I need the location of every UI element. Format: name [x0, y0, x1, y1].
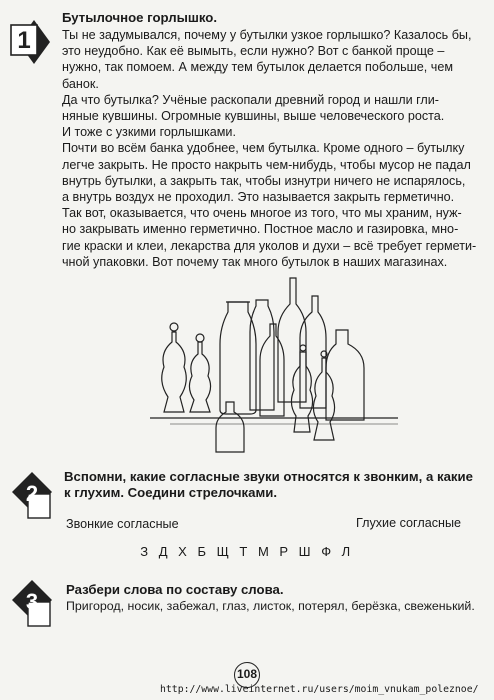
text-line: Ты не задумывался, почему у бутылки узкое горлышко? Казалось бы,: [62, 28, 472, 42]
page-number: 108: [234, 662, 260, 688]
text-line: чной упаковки. Вот почему так много бутылок в наших магазинах.: [62, 254, 448, 269]
task-1-number: 1: [17, 27, 31, 54]
source-url: http://www.liveinternet.ru/users/moim_vnukam_poleznoe/: [160, 684, 479, 695]
text-line: И тоже с узкими горлышками.: [62, 125, 236, 140]
title-line: к глухим. Соедини стрелочками.: [64, 485, 278, 500]
text-line: нужно, так помоем. А между тем бутылок делается побольше, чем: [62, 60, 454, 75]
task-3-words: Пригород, носик, забежал, глаз, листок, потерял, берёзка, свеженький.: [66, 599, 475, 613]
text-line: Почти во всём банка удобнее, чем бутылка. Кроме одного – бутылку: [62, 141, 465, 156]
text-line: но закрывать именно герметично. Постное масло и газировка, мно-: [62, 222, 459, 237]
consonant-letters: З Д Х Б Щ Т М Р Ш Ф Л: [140, 544, 354, 559]
task-2-badge: [10, 470, 56, 522]
text-line: гие краски и клеи, лекарства для уколов и духи – всё требует гермети-: [62, 238, 477, 253]
task-2-title: [64, 469, 473, 501]
task-3-badge: [10, 578, 56, 630]
text-line: банок.: [62, 76, 99, 91]
task-3-number: 3: [25, 589, 39, 614]
text-line: Так вот, оказывается, что очень многое из того, что мы храним, нуж-: [62, 206, 462, 221]
task-3-title: Разбери слова по составу слова.: [66, 582, 284, 597]
task-1-text: [62, 27, 482, 270]
text-line: это неудобно. Как её вымыть, если нужно? Вот с банкой проще –: [62, 44, 445, 59]
text-line: Да что бутылка? Учёные раскопали древний город и нашли гли-: [62, 92, 440, 107]
voiceless-consonants-label: Глухие согласные: [356, 516, 462, 530]
text-line: легче закрыть. Не просто накрыть чем-нибудь, чтобы мусор не падал: [62, 157, 471, 172]
title-line: Вспомни, какие согласные звуки относятся к звонким, а какие: [64, 469, 473, 484]
task-1-badge: [8, 12, 54, 68]
voiced-consonants-label: Звонкие согласные: [66, 517, 179, 531]
text-line: внутрь бутылки, а закрыть так, чтобы изнутри ничего не испарялось,: [62, 173, 466, 188]
task-1-title: Бутылочное горлышко.: [62, 10, 218, 25]
text-line: няные кувшины. Огромные кувшины, выше человеческого роста.: [62, 109, 445, 124]
bottles-illustration: [150, 272, 398, 458]
text-line: а внутрь воздух не проходил. Это называется закрыть герметично.: [62, 190, 455, 205]
task-2-number: 2: [25, 481, 39, 506]
